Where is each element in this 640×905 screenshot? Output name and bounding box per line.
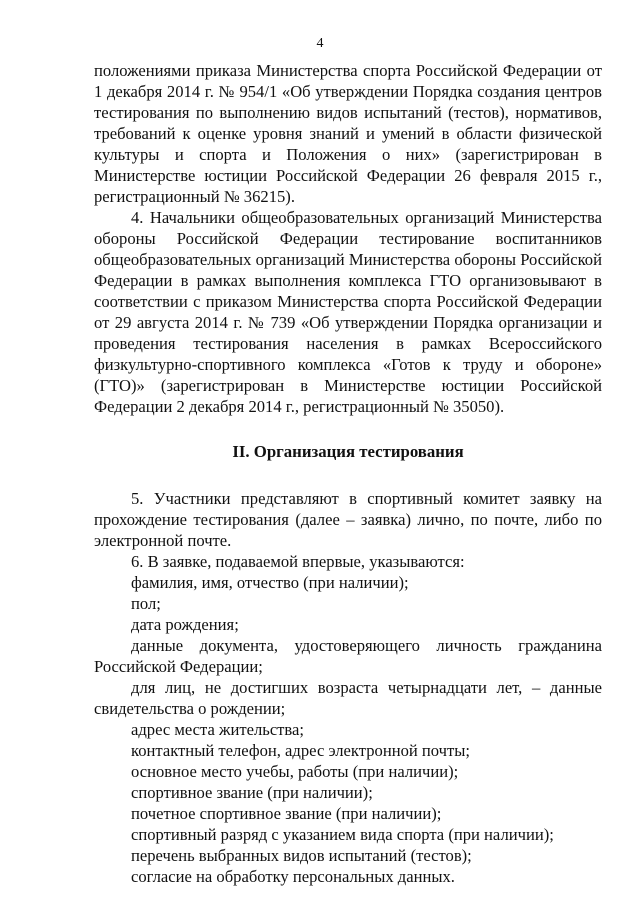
list-item: пол;: [131, 594, 161, 613]
application-fields-list: [94, 572, 602, 887]
list-item: перечень выбранных видов испытаний (тестов);: [131, 846, 472, 865]
paragraph-5: 5. Участники представляют в спортивный комитет заявку на прохождение тестирования (далее – заявка) лично, по почте, либо по электронной почте.: [94, 489, 602, 550]
list-item: спортивный разряд с указанием вида спорта (при наличии);: [131, 825, 554, 844]
list-item: дата рождения;: [131, 615, 239, 634]
list-item: почетное спортивное звание (при наличии);: [131, 804, 442, 823]
list-item: основное место учебы, работы (при наличии);: [131, 762, 459, 781]
section-heading: II. Организация тестирования: [232, 442, 464, 461]
paragraph-6: 6. В заявке, подаваемой впервые, указываются:: [131, 552, 465, 571]
document-body: [94, 60, 602, 887]
list-item: адрес места жительства;: [131, 720, 305, 739]
list-item: для лиц, не достигших возраста четырнадцати лет, – данные свидетельства о рождении;: [94, 678, 602, 718]
paragraph-continuation: положениями приказа Министерства спорта Российской Федерации от 1 декабря 2014 г. № 954/1 «Об утверждении Порядка создания центров тестирования по выполнению видов испытаний (тестов), нормативов, требований к оценке уровня знаний и умений в области физической культуры и спорта и Положения о них» (зарегистрирован в Министерстве юстиции Российской Федерации 26 февраля 2015 г., регистрационный № 36215).: [94, 61, 602, 206]
list-item: фамилия, имя, отчество (при наличии);: [131, 573, 409, 592]
list-item: согласие на обработку персональных данных.: [131, 867, 455, 886]
paragraph-4: 4. Начальники общеобразовательных организаций Министерства обороны Российской Федерации тестирование воспитанников общеобразовательных организаций Министерства обороны Российской Федерации в рамках выполнения комплекса ГТО организовывают в соответствии с приказом Министерства спорта Российской Федерации от 29 августа 2014 г. № 739 «Об утверждении Порядка организации и проведения тестирования населения в рамках Всероссийского физкультурно-спортивного комплекса «Готов к труду и обороне» (ГТО)» (зарегистрирован в Министерстве юстиции Российской Федерации 2 декабря 2014 г., регистрационный № 35050).: [94, 208, 602, 416]
list-item: контактный телефон, адрес электронной почты;: [131, 741, 471, 760]
list-item: спортивное звание (при наличии);: [131, 783, 373, 802]
page-number: 4: [316, 36, 324, 51]
list-item: данные документа, удостоверяющего личность гражданина Российской Федерации;: [94, 636, 602, 676]
